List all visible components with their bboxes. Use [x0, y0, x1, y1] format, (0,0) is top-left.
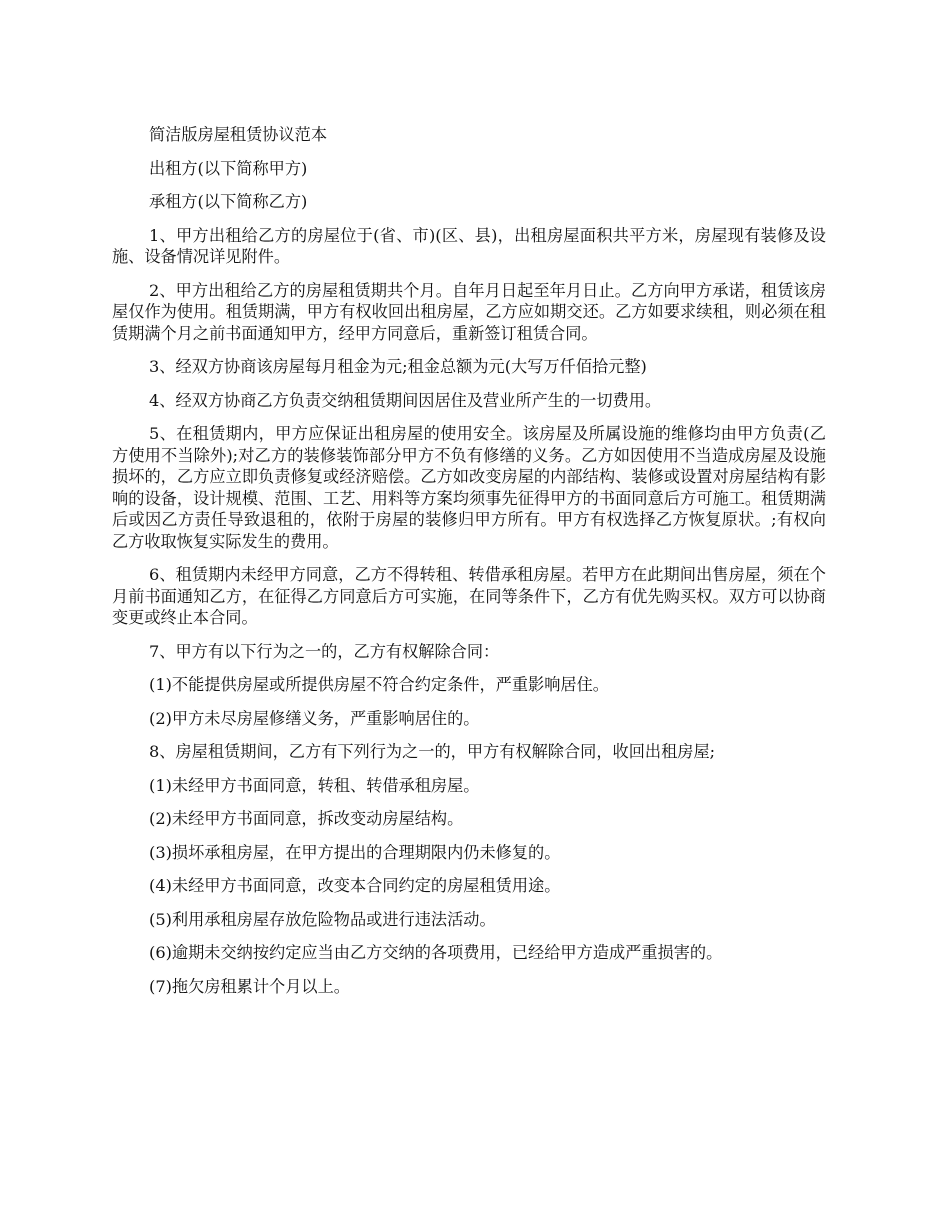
clause-6: 6、租赁期内未经甲方同意，乙方不得转租、转借承租房屋。若甲方在此期间出售房屋，须在个月前书面通知乙方，在征得乙方同意后方可实施，在同等条件下，乙方有优先购买权。双方可以协商变更或终止本合同。: [112, 565, 826, 627]
clause-8-item-1: (1)未经甲方书面同意，转租、转借承租房屋。: [149, 775, 480, 795]
clause-8-item-6: (6)逾期未交纳按约定应当由乙方交纳的各项费用，已经给甲方造成严重损害的。: [149, 943, 723, 962]
clause-7-item-1: (1)不能提供房屋或所提供房屋不符合约定条件，严重影响居住。: [149, 675, 609, 694]
clause-7: 7、甲方有以下行为之一的，乙方有权解除合同：: [149, 641, 500, 661]
document-title: 简洁版房屋租赁协议范本: [149, 125, 328, 144]
clause-3: 3、经双方协商该房屋每月租金为元;租金总额为元(大写万仟佰拾元整): [149, 357, 647, 376]
party-b-line: 承租方(以下简称乙方): [149, 192, 308, 211]
clause-1: 1、甲方出租给乙方的房屋位于(省、市)(区、县)，出租房屋面积共平方米，房屋现有装修及设施、设备情况详见附件。: [112, 225, 826, 266]
clause-2: 2、甲方出租给乙方的房屋租赁期共个月。自年月日起至年月日止。乙方向甲方承诺，租赁该房屋仅作为使用。租赁期满，甲方有权收回出租房屋，乙方应如期交还。乙方如要求续租，则必须在租赁期满个月之前书面通知甲方，经甲方同意后，重新签订租赁合同。: [112, 280, 826, 343]
clause-8-item-3: (3)损坏承租房屋，在甲方提出的合理期限内仍未修复的。: [149, 842, 561, 862]
party-a-line: 出租方(以下简称甲方): [149, 158, 308, 178]
clause-8: 8、房屋租赁期间，乙方有下列行为之一的，甲方有权解除合同，收回出租房屋;: [149, 742, 716, 761]
clause-4: 4、经双方协商乙方负责交纳租赁期间因居住及营业所产生的一切费用。: [149, 390, 662, 410]
clause-5: 5、在租赁期内，甲方应保证出租房屋的使用安全。该房屋及所属设施的维修均由甲方负责(乙方使用不当除外);对乙方的装修装饰部分甲方不负有修缮的义务。乙方如因使用不当造成房屋及设施损坏的，乙方应立即负责修复或经济赔偿。乙方如改变房屋的内部结构、装修或设置对房屋结构有影响的设备，设计规模、范围、工艺、用料等方案均须事先征得甲方的书面同意后方可施工。租赁期满后或因乙方责任导致退租的，依附于房屋的装修归甲方所有。甲方有权选择乙方恢复原状。;有权向乙方收取恢复实际发生的费用。: [112, 424, 826, 551]
clause-8-item-7: (7)拖欠房租累计个月以上。: [149, 976, 350, 996]
clause-8-item-5: (5)利用承租房屋存放危险物品或进行违法活动。: [149, 909, 496, 929]
clause-8-item-4: (4)未经甲方书面同意，改变本合同约定的房屋租赁用途。: [149, 876, 561, 895]
clause-8-item-2: (2)未经甲方书面同意，拆改变动房屋结构。: [149, 809, 464, 828]
clause-7-item-2: (2)甲方未尽房屋修缮义务，严重影响居住的。: [149, 708, 480, 728]
document-page: [112, 124, 826, 1009]
